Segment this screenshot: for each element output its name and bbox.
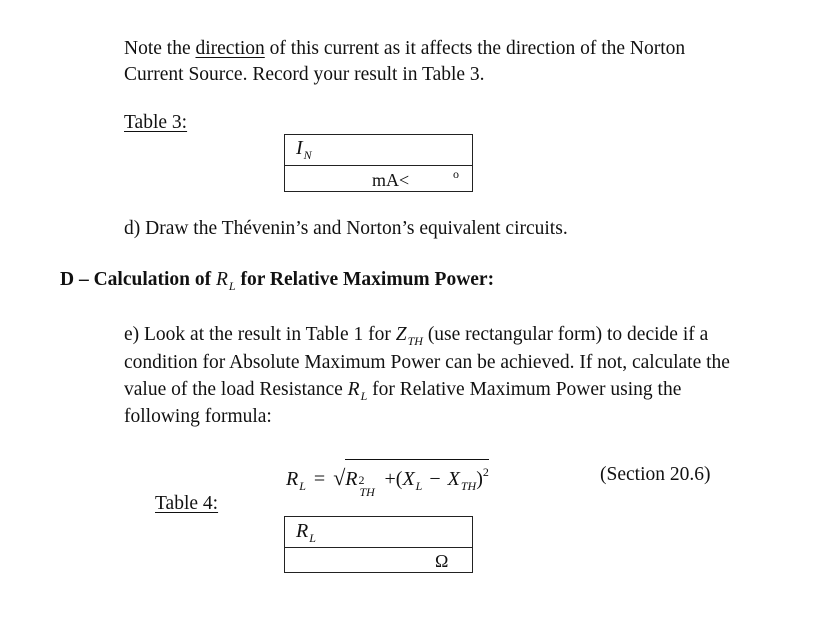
- item-d: d) Draw the Thévenin’s and Norton’s equivalent circuits.: [124, 218, 568, 239]
- section-d-heading: D – Calculation of $R_L$ for Relative Maximum Power:: [60, 269, 495, 293]
- table3-symbol: I: [296, 137, 303, 159]
- table4-caption: Table 4:: [155, 493, 219, 514]
- table4-header-cell: [285, 517, 472, 548]
- table4-subscript: L: [309, 531, 316, 545]
- table3: [284, 134, 473, 192]
- paragraph-text: Note the: [124, 38, 196, 59]
- section-reference: (Section 20.6): [600, 464, 711, 485]
- table3-header-cell: [285, 135, 472, 166]
- item-e-line-1: e) Look at the result in Table 1 for $Z_{TH}$ (use rectangular form) to decide if a: [124, 324, 709, 348]
- degree-symbol: o: [453, 167, 459, 181]
- table3-value-cell[interactable]: [285, 165, 472, 191]
- ohm-unit: Ω: [435, 551, 449, 571]
- direction-underlined: direction: [195, 38, 265, 59]
- zth-symbol: Z: [395, 324, 407, 345]
- table4: [284, 516, 473, 573]
- sqrt-icon: √: [333, 465, 346, 490]
- paragraph-direction-note: [124, 36, 685, 62]
- paragraph-line-2: Current Source. Record your result in Table 3.: [124, 64, 485, 85]
- rl-symbol: R: [347, 379, 360, 400]
- table4-value-cell[interactable]: [285, 547, 472, 572]
- rl-symbol: R: [216, 269, 228, 290]
- table3-subscript: N: [303, 148, 312, 162]
- table3-caption: Table 3:: [124, 112, 188, 133]
- paragraph-text: of this current as it affects the direction of the Norton: [264, 38, 686, 59]
- radicand: R 2 TH $+(X_L - X_{TH})^2$: [345, 459, 489, 497]
- table3-unit: mA<: [372, 170, 410, 190]
- rl-formula: $R_L = √R$ 2 TH $+(X_L - X_{TH})^2$: [286, 459, 489, 497]
- table4-symbol: R: [296, 520, 309, 542]
- item-e-line-4: following formula:: [124, 406, 272, 427]
- item-e-line-2: condition for Absolute Maximum Power can be achieved. If not, calculate the: [124, 352, 730, 373]
- item-e-line-3: value of the load Resistance $R_L$ for Relative Maximum Power using the: [124, 379, 682, 403]
